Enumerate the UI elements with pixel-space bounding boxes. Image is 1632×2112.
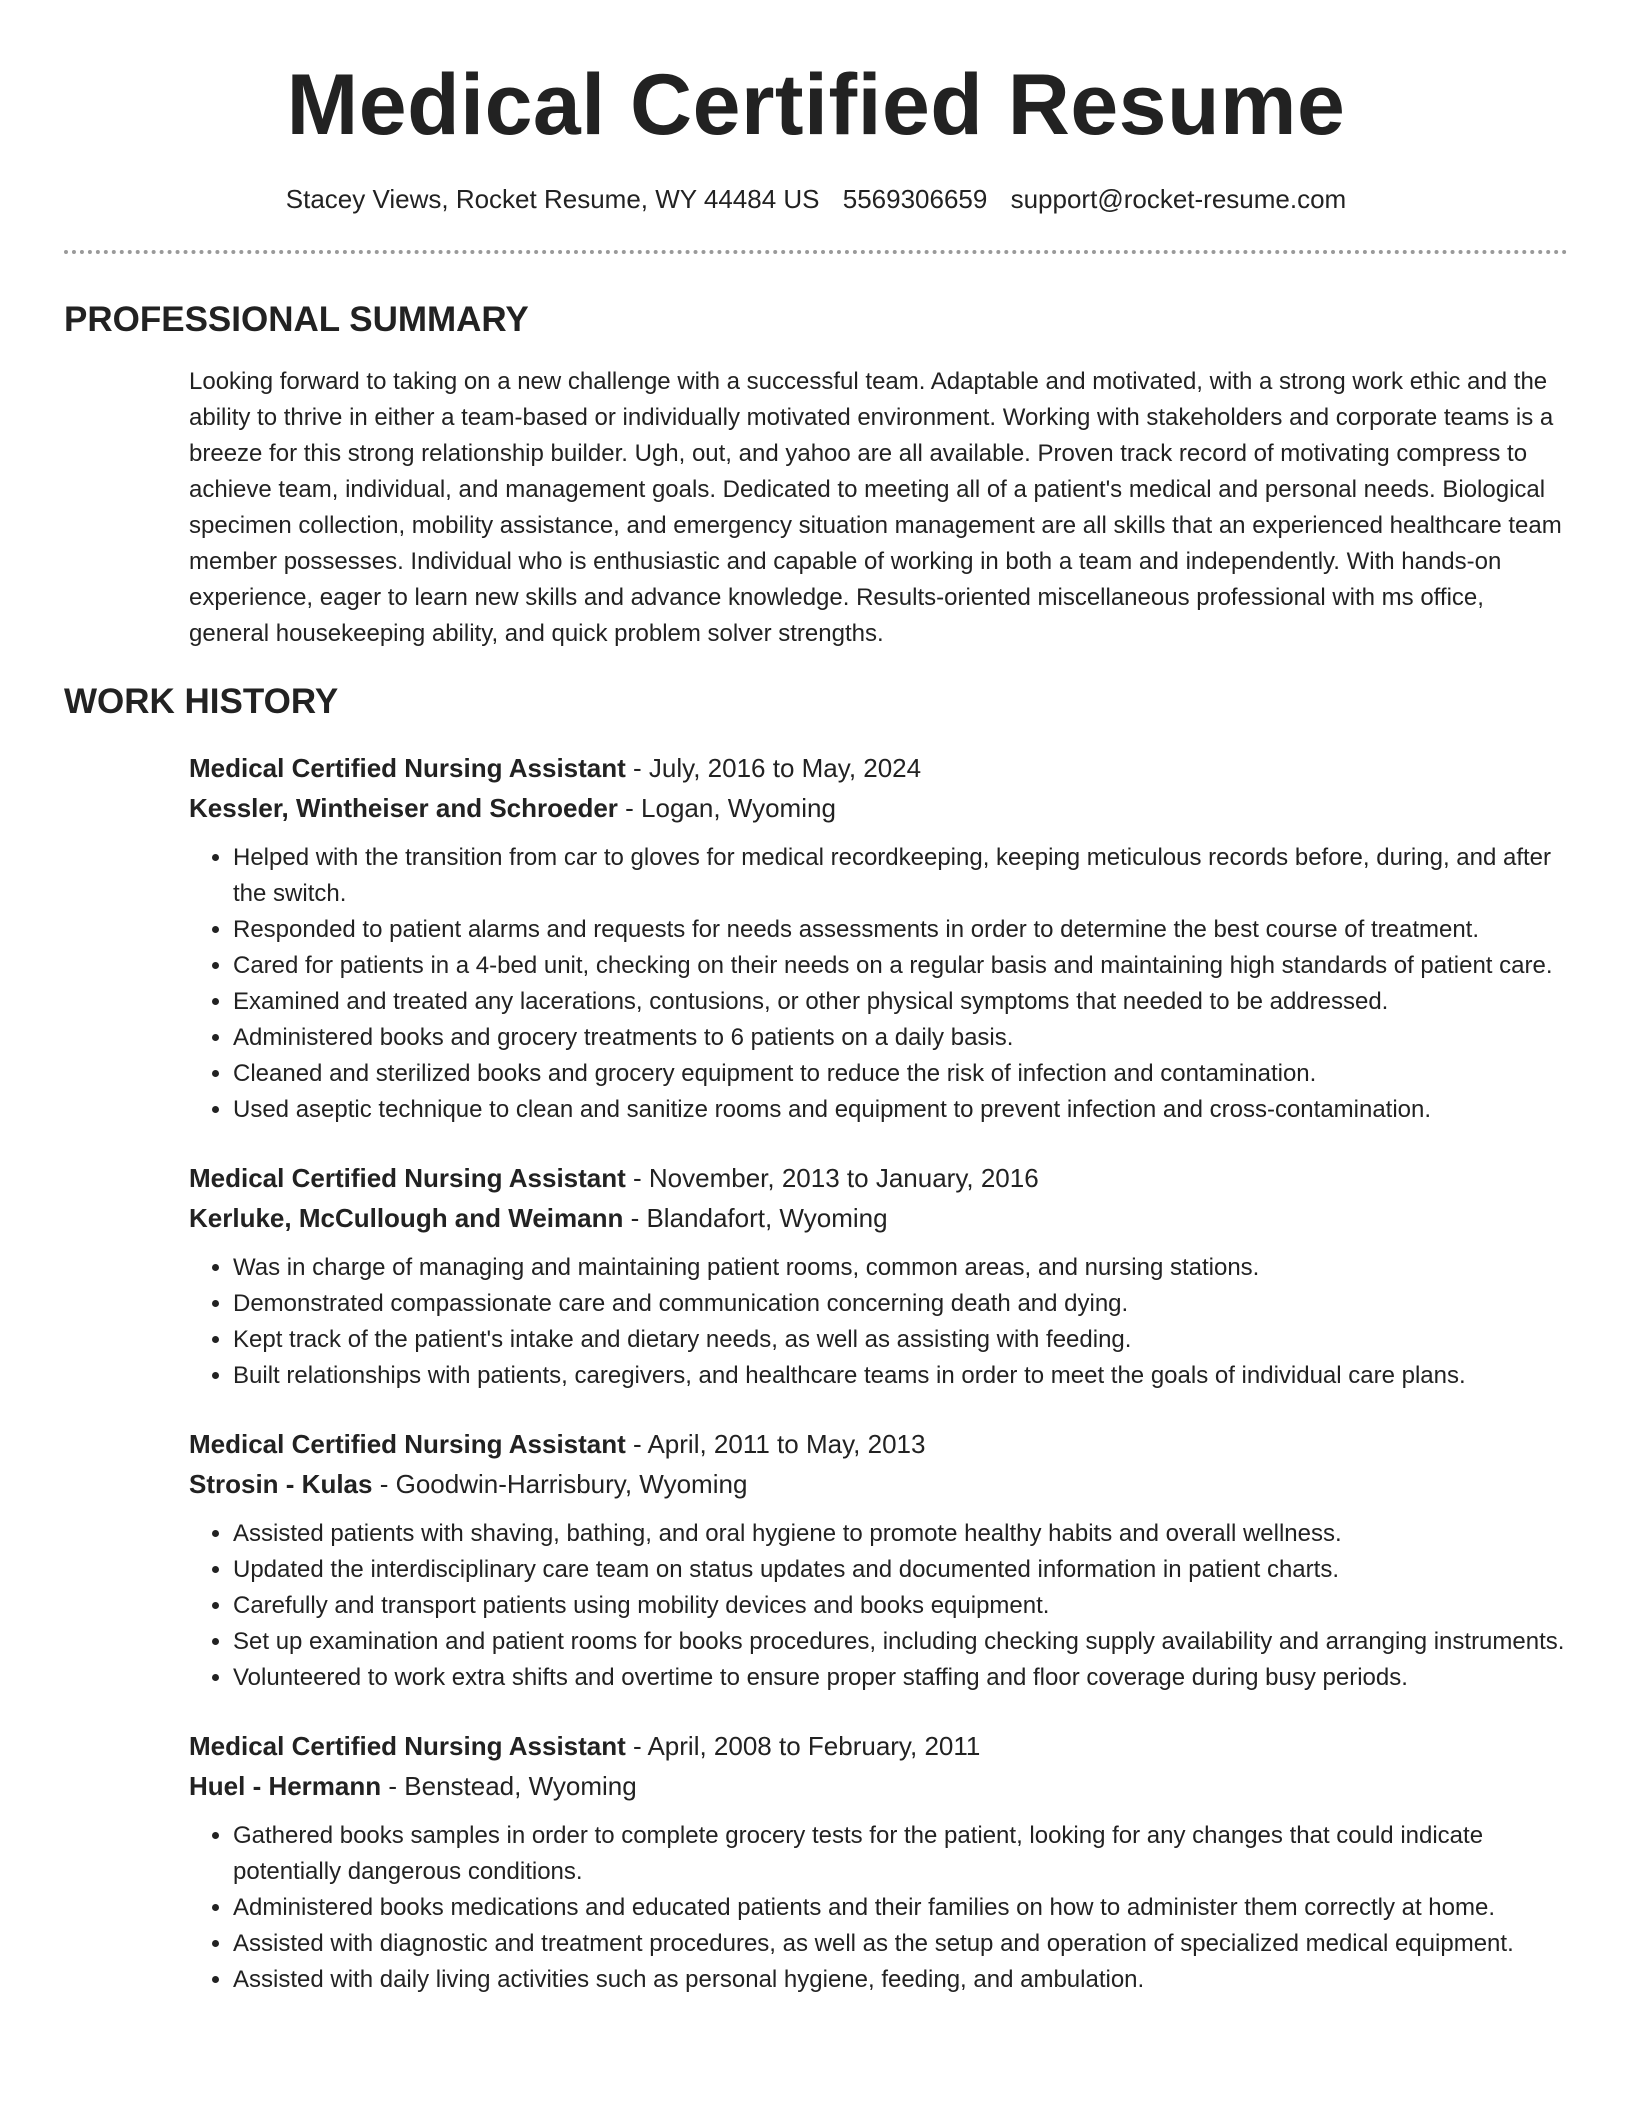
- job-bullet: • Kept track of the patient's intake and dietary needs, as well as assisting with feeding.: [233, 1322, 1569, 1358]
- job-bullet: • Administered books and grocery treatments to 6 patients on a daily basis.: [233, 1020, 1569, 1056]
- job-company-line: [189, 1464, 1569, 1504]
- contact-info: [0, 182, 1632, 216]
- job-dates: - July, 2016 to May, 2024: [625, 753, 922, 783]
- job-role: Medical Certified Nursing Assistant: [189, 753, 626, 783]
- job-bullet: • Was in charge of managing and maintaining patient rooms, common areas, and nursing stations.: [233, 1250, 1569, 1286]
- header-divider: [64, 250, 1568, 254]
- contact-phone: 5569306659: [842, 184, 988, 214]
- job-entry: [189, 1158, 1569, 1394]
- job-bullet: • Assisted patients with shaving, bathing, and oral hygiene to promote healthy habits and overall wellness.: [233, 1516, 1569, 1552]
- job-title-line: [189, 748, 1569, 788]
- job-bullet: • Used aseptic technique to clean and sanitize rooms and equipment to prevent infection and cross-contamination.: [233, 1092, 1569, 1128]
- job-bullet: • Carefully and transport patients using mobility devices and books equipment.: [233, 1588, 1569, 1624]
- job-role: Medical Certified Nursing Assistant: [189, 1731, 626, 1761]
- job-company: Huel - Hermann: [189, 1771, 382, 1801]
- job-bullet: • Volunteered to work extra shifts and overtime to ensure proper staffing and floor coverage during busy periods.: [233, 1660, 1569, 1696]
- job-location: - Blandafort, Wyoming: [623, 1203, 888, 1233]
- job-dates: - November, 2013 to January, 2016: [625, 1163, 1039, 1193]
- job-company: Strosin - Kulas: [189, 1469, 373, 1499]
- job-bullet: • Updated the interdisciplinary care team on status updates and documented information in patient charts.: [233, 1552, 1569, 1588]
- job-bullet: • Assisted with daily living activities such as personal hygiene, feeding, and ambulation.: [233, 1962, 1569, 1998]
- job-location: - Benstead, Wyoming: [381, 1771, 637, 1801]
- job-bullet: • Cared for patients in a 4-bed unit, checking on their needs on a regular basis and maintaining high standards of patient care.: [233, 948, 1569, 984]
- job-bullet: • Cleaned and sterilized books and grocery equipment to reduce the risk of infection and contamination.: [233, 1056, 1569, 1092]
- job-title-line: [189, 1424, 1569, 1464]
- job-company: Kessler, Wintheiser and Schroeder: [189, 793, 618, 823]
- resume-title: Medical Certified Resume: [286, 57, 1346, 153]
- job-bullet: • Set up examination and patient rooms for books procedures, including checking supply availability and arranging instruments.: [233, 1624, 1569, 1660]
- job-company-line: [189, 1198, 1569, 1238]
- job-bullets: [189, 840, 1569, 1128]
- job-dates: - April, 2008 to February, 2011: [625, 1731, 981, 1761]
- work-history-list: [189, 748, 1569, 2028]
- job-bullet: • Gathered books samples in order to complete grocery tests for the patient, looking for any changes that could indicate potentially dangerous conditions.: [233, 1818, 1569, 1890]
- job-entry: [189, 1726, 1569, 1998]
- job-bullet: • Examined and treated any lacerations, contusions, or other physical symptoms that needed to be addressed.: [233, 984, 1569, 1020]
- job-role: Medical Certified Nursing Assistant: [189, 1163, 626, 1193]
- job-location: - Logan, Wyoming: [617, 793, 836, 823]
- job-company: Kerluke, McCullough and Weimann: [189, 1203, 624, 1233]
- job-bullets: [189, 1516, 1569, 1696]
- summary-heading: PROFESSIONAL SUMMARY: [64, 300, 529, 339]
- job-dates: - April, 2011 to May, 2013: [625, 1429, 926, 1459]
- job-bullet: • Demonstrated compassionate care and communication concerning death and dying.: [233, 1286, 1569, 1322]
- job-entry: [189, 748, 1569, 1128]
- job-bullets: [189, 1250, 1569, 1394]
- job-bullet: • Administered books medications and educated patients and their families on how to administer them correctly at home.: [233, 1890, 1569, 1926]
- job-company-line: [189, 788, 1569, 828]
- job-company-line: [189, 1766, 1569, 1806]
- job-bullets: [189, 1818, 1569, 1998]
- job-role: Medical Certified Nursing Assistant: [189, 1429, 626, 1459]
- job-title-line: [189, 1158, 1569, 1198]
- work-history-heading: WORK HISTORY: [64, 682, 339, 721]
- job-bullet: • Helped with the transition from car to gloves for medical recordkeeping, keeping meticulous records before, during, and after the switch.: [233, 840, 1569, 912]
- job-entry: [189, 1424, 1569, 1696]
- contact-address: Stacey Views, Rocket Resume, WY 44484 US: [285, 184, 820, 214]
- summary-text: Looking forward to taking on a new challenge with a successful team. Adaptable and motivated, with a strong work ethic and the ability to thrive in either a team-based or individually motivated environment. Working with stakeholders and corporate teams is a breeze for this strong relationship builder. Ugh, out, and yahoo are all available. Proven track record of motivating compress to achieve team, individual, and management goals. Dedicated to meeting all of a patient's medical and personal needs. Biological specimen collection, mobility assistance, and emergency situation management are all skills that an experienced healthcare team member possesses. Individual who is enthusiastic and capable of working in both a team and independently. With hands-on experience, eager to learn new skills and advance knowledge. Results-oriented miscellaneous professional with ms office, general housekeeping ability, and quick problem solver strengths.: [189, 368, 1562, 647]
- job-location: - Goodwin-Harrisbury, Wyoming: [372, 1469, 748, 1499]
- job-title-line: [189, 1726, 1569, 1766]
- job-bullet: • Built relationships with patients, caregivers, and healthcare teams in order to meet the goals of individual care plans.: [233, 1358, 1569, 1394]
- job-bullet: • Assisted with diagnostic and treatment procedures, as well as the setup and operation of specialized medical equipment.: [233, 1926, 1569, 1962]
- job-bullet: • Responded to patient alarms and requests for needs assessments in order to determine the best course of treatment.: [233, 912, 1569, 948]
- contact-email: support@rocket-resume.com: [1010, 184, 1347, 214]
